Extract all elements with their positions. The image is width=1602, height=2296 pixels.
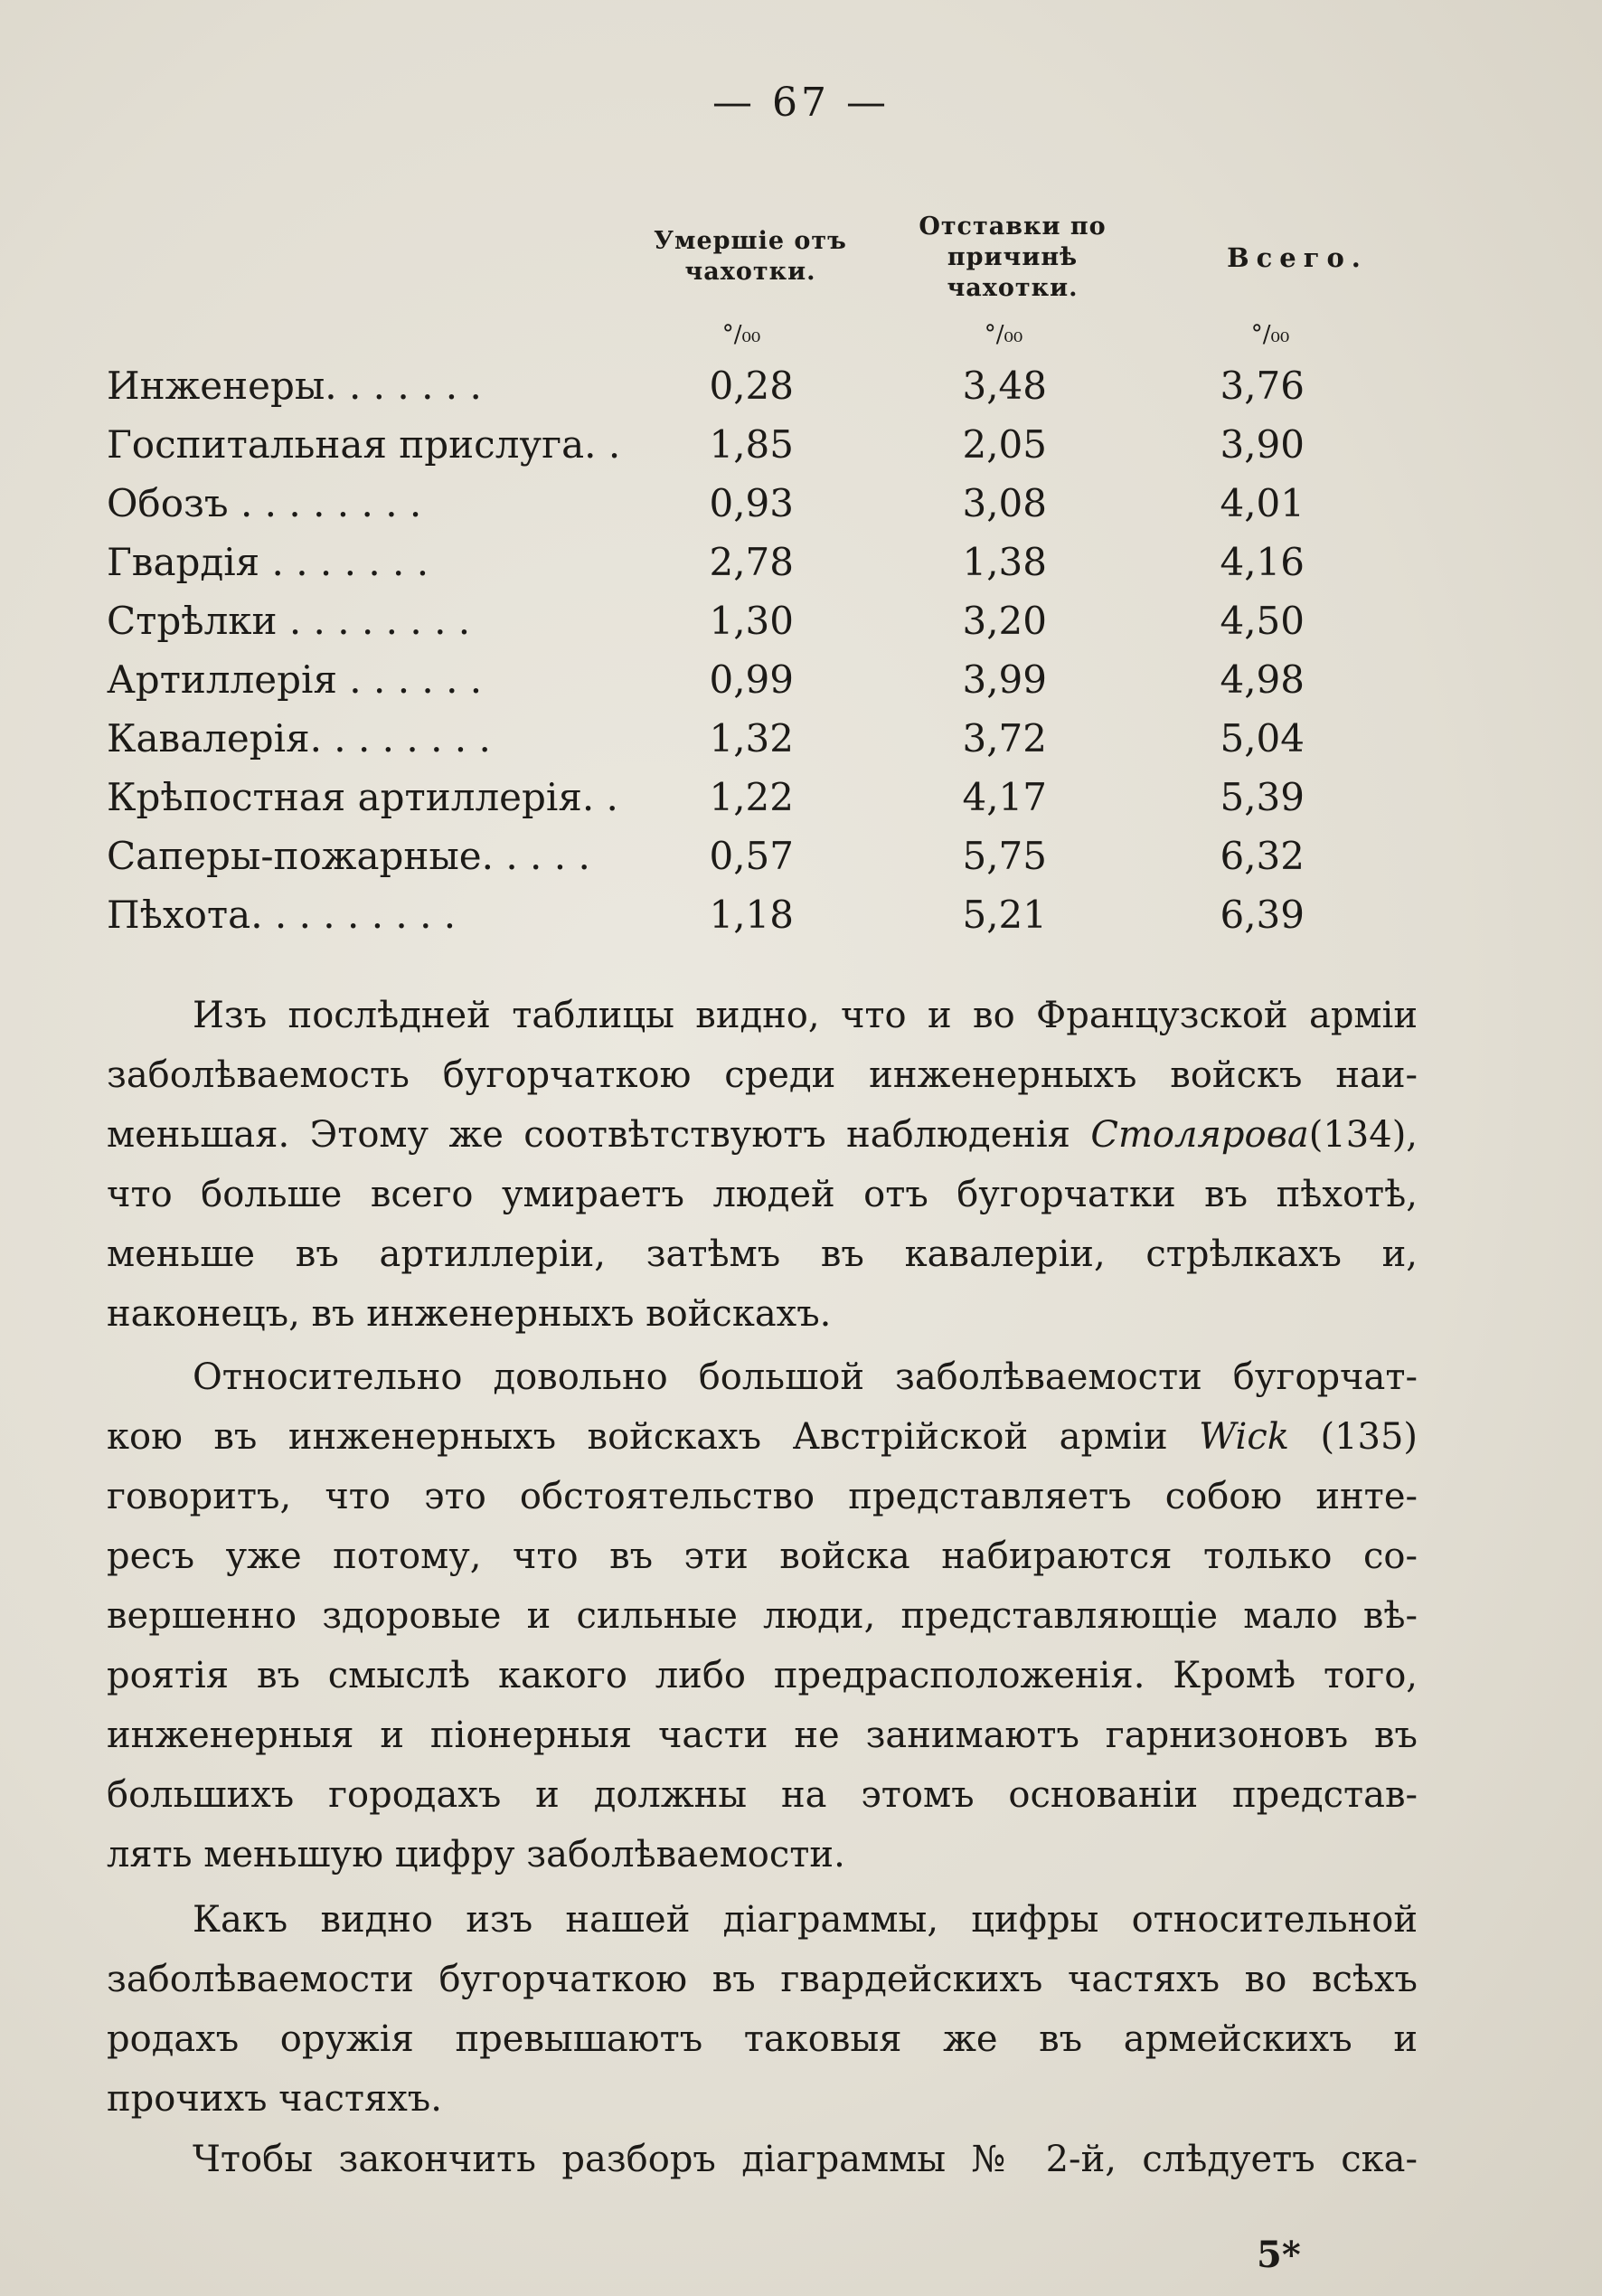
text-line: прочихъ частяхъ. [107,2078,442,2120]
row-label: Крѣпостная артиллерія. . [107,775,618,819]
retirements-value: 4,17 [962,775,1047,819]
total-value: 4,01 [1220,481,1305,525]
deaths-value: 0,28 [709,364,794,408]
retirements-value: 3,08 [962,481,1047,525]
table-row [107,710,1427,768]
total-value: 5,04 [1220,716,1305,761]
retirements-value: 5,75 [962,834,1047,878]
deaths-value: 0,57 [709,834,794,878]
row-label: Обозъ . . . . . . . . [107,481,422,525]
text-line: наконецъ, въ инженерныхъ войскахъ. [107,1293,832,1335]
paragraph-4 [107,2130,1418,2189]
deaths-value: 2,78 [709,540,794,584]
deaths-value: 0,99 [709,657,794,702]
row-label: Артиллерія . . . . . . [107,657,483,702]
retirements-value: 3,20 [962,599,1047,643]
retirements-value: 3,48 [962,364,1047,408]
column-header-retirements: Отставки по причинѣ чахотки. [919,213,1107,302]
text-line: вершенно здоровые и сильные люди, представляющіе мало вѣ- [107,1595,1418,1637]
text-line: родахъ оружія превышаютъ таковыя же въ армейскихъ и [107,2018,1418,2060]
page-number: — 67 — [712,80,890,126]
paragraph-1 [107,986,1418,1344]
table-row [107,357,1427,415]
row-label: Госпитальная прислуга. . [107,422,621,467]
row-label: Инженеры. . . . . . . [107,364,482,408]
table-row [107,886,1427,944]
author-name: Wick [1199,1416,1289,1458]
text-line: заболѣваемость бугорчаткою среди инженерныхъ войскъ наи- [107,1054,1418,1096]
text-line: роятія въ смыслѣ какого либо предрасположенія. Кромѣ того, [107,1655,1418,1696]
retirements-value: 3,99 [962,657,1047,702]
text-line: лять меньшую цифру заболѣваемости. [107,1834,845,1876]
reference-number: (135) [1320,1416,1418,1458]
row-label: Кавалерія. . . . . . . . [107,716,491,761]
text-segment: кою въ инженерныхъ войскахъ Австрійской арміи [107,1416,1168,1458]
total-value: 5,39 [1220,775,1305,819]
text-line: ресъ уже потому, что въ эти войска набираются только со- [107,1535,1418,1577]
total-value: 4,50 [1220,599,1305,643]
reference-number: (134), [1308,1114,1418,1156]
text-line [107,1105,1418,1165]
row-label: Саперы-пожарные. . . . . [107,834,590,878]
retirements-value: 5,21 [962,893,1047,937]
total-value: 3,76 [1220,364,1305,408]
table-row [107,475,1427,533]
row-label: Стрѣлки . . . . . . . . [107,599,471,643]
deaths-value: 1,32 [709,716,794,761]
unit-permille-total: °/₀₀ [1250,321,1290,348]
retirements-value: 1,38 [962,540,1047,584]
paragraph-2 [107,1347,1418,1885]
total-value: 4,98 [1220,657,1305,702]
row-label: Гвардія . . . . . . . [107,540,429,584]
deaths-value: 0,93 [709,481,794,525]
text-line: Чтобы закончить разборъ діаграммы № 2-й, слѣдуетъ ска- [193,2139,1418,2180]
row-label: Пѣхота. . . . . . . . . [107,893,457,937]
text-line: меньше въ артиллеріи, затѣмъ въ кавалеріи, стрѣлкахъ и, [107,1233,1418,1275]
text-line [107,1407,1418,1467]
deaths-value: 1,22 [709,775,794,819]
text-line: заболѣваемости бугорчаткою въ гвардейскихъ частяхъ во всѣхъ [107,1959,1418,2000]
table-row [107,827,1427,885]
table-row [107,416,1427,474]
unit-permille-retirements: °/₀₀ [984,321,1023,348]
table-row [107,769,1427,827]
total-value: 6,39 [1220,893,1305,937]
text-line: говоритъ, что это обстоятельство представляетъ собою инте- [107,1476,1418,1517]
column-header-total: Всего. [1227,242,1368,273]
signature-mark: 5* [1257,2234,1301,2276]
total-value: 6,32 [1220,834,1305,878]
text-line: Какъ видно изъ нашей діаграммы, цифры относительной [193,1899,1418,1941]
unit-permille-deaths: °/₀₀ [721,321,761,348]
table-row [107,534,1427,591]
deaths-value: 1,18 [709,893,794,937]
deaths-value: 1,85 [709,422,794,467]
text-line: инженерныя и піонерныя части не занимаютъ гарнизоновъ въ [107,1715,1418,1756]
retirements-value: 2,05 [962,422,1047,467]
text-segment: меньшая. Этому же соотвѣтствуютъ наблюденія [107,1114,1070,1156]
total-value: 4,16 [1220,540,1305,584]
deaths-value: 1,30 [709,599,794,643]
text-line: что больше всего умираетъ людей отъ бугорчатки въ пѣхотѣ, [107,1174,1418,1215]
text-line: большихъ городахъ и должны на этомъ основаніи представ- [107,1774,1418,1816]
author-name: Столярова [1090,1114,1309,1156]
table-row [107,592,1427,650]
text-line: Относительно довольно большой заболѣваемости бугорчат- [193,1356,1418,1398]
text-line: Изъ послѣдней таблицы видно, что и во Французской арміи [193,995,1418,1036]
retirements-value: 3,72 [962,716,1047,761]
table-row [107,651,1427,709]
paragraph-3 [107,1890,1418,2129]
total-value: 3,90 [1220,422,1305,467]
column-header-deaths: Умершіе отъ чахотки. [654,227,847,286]
